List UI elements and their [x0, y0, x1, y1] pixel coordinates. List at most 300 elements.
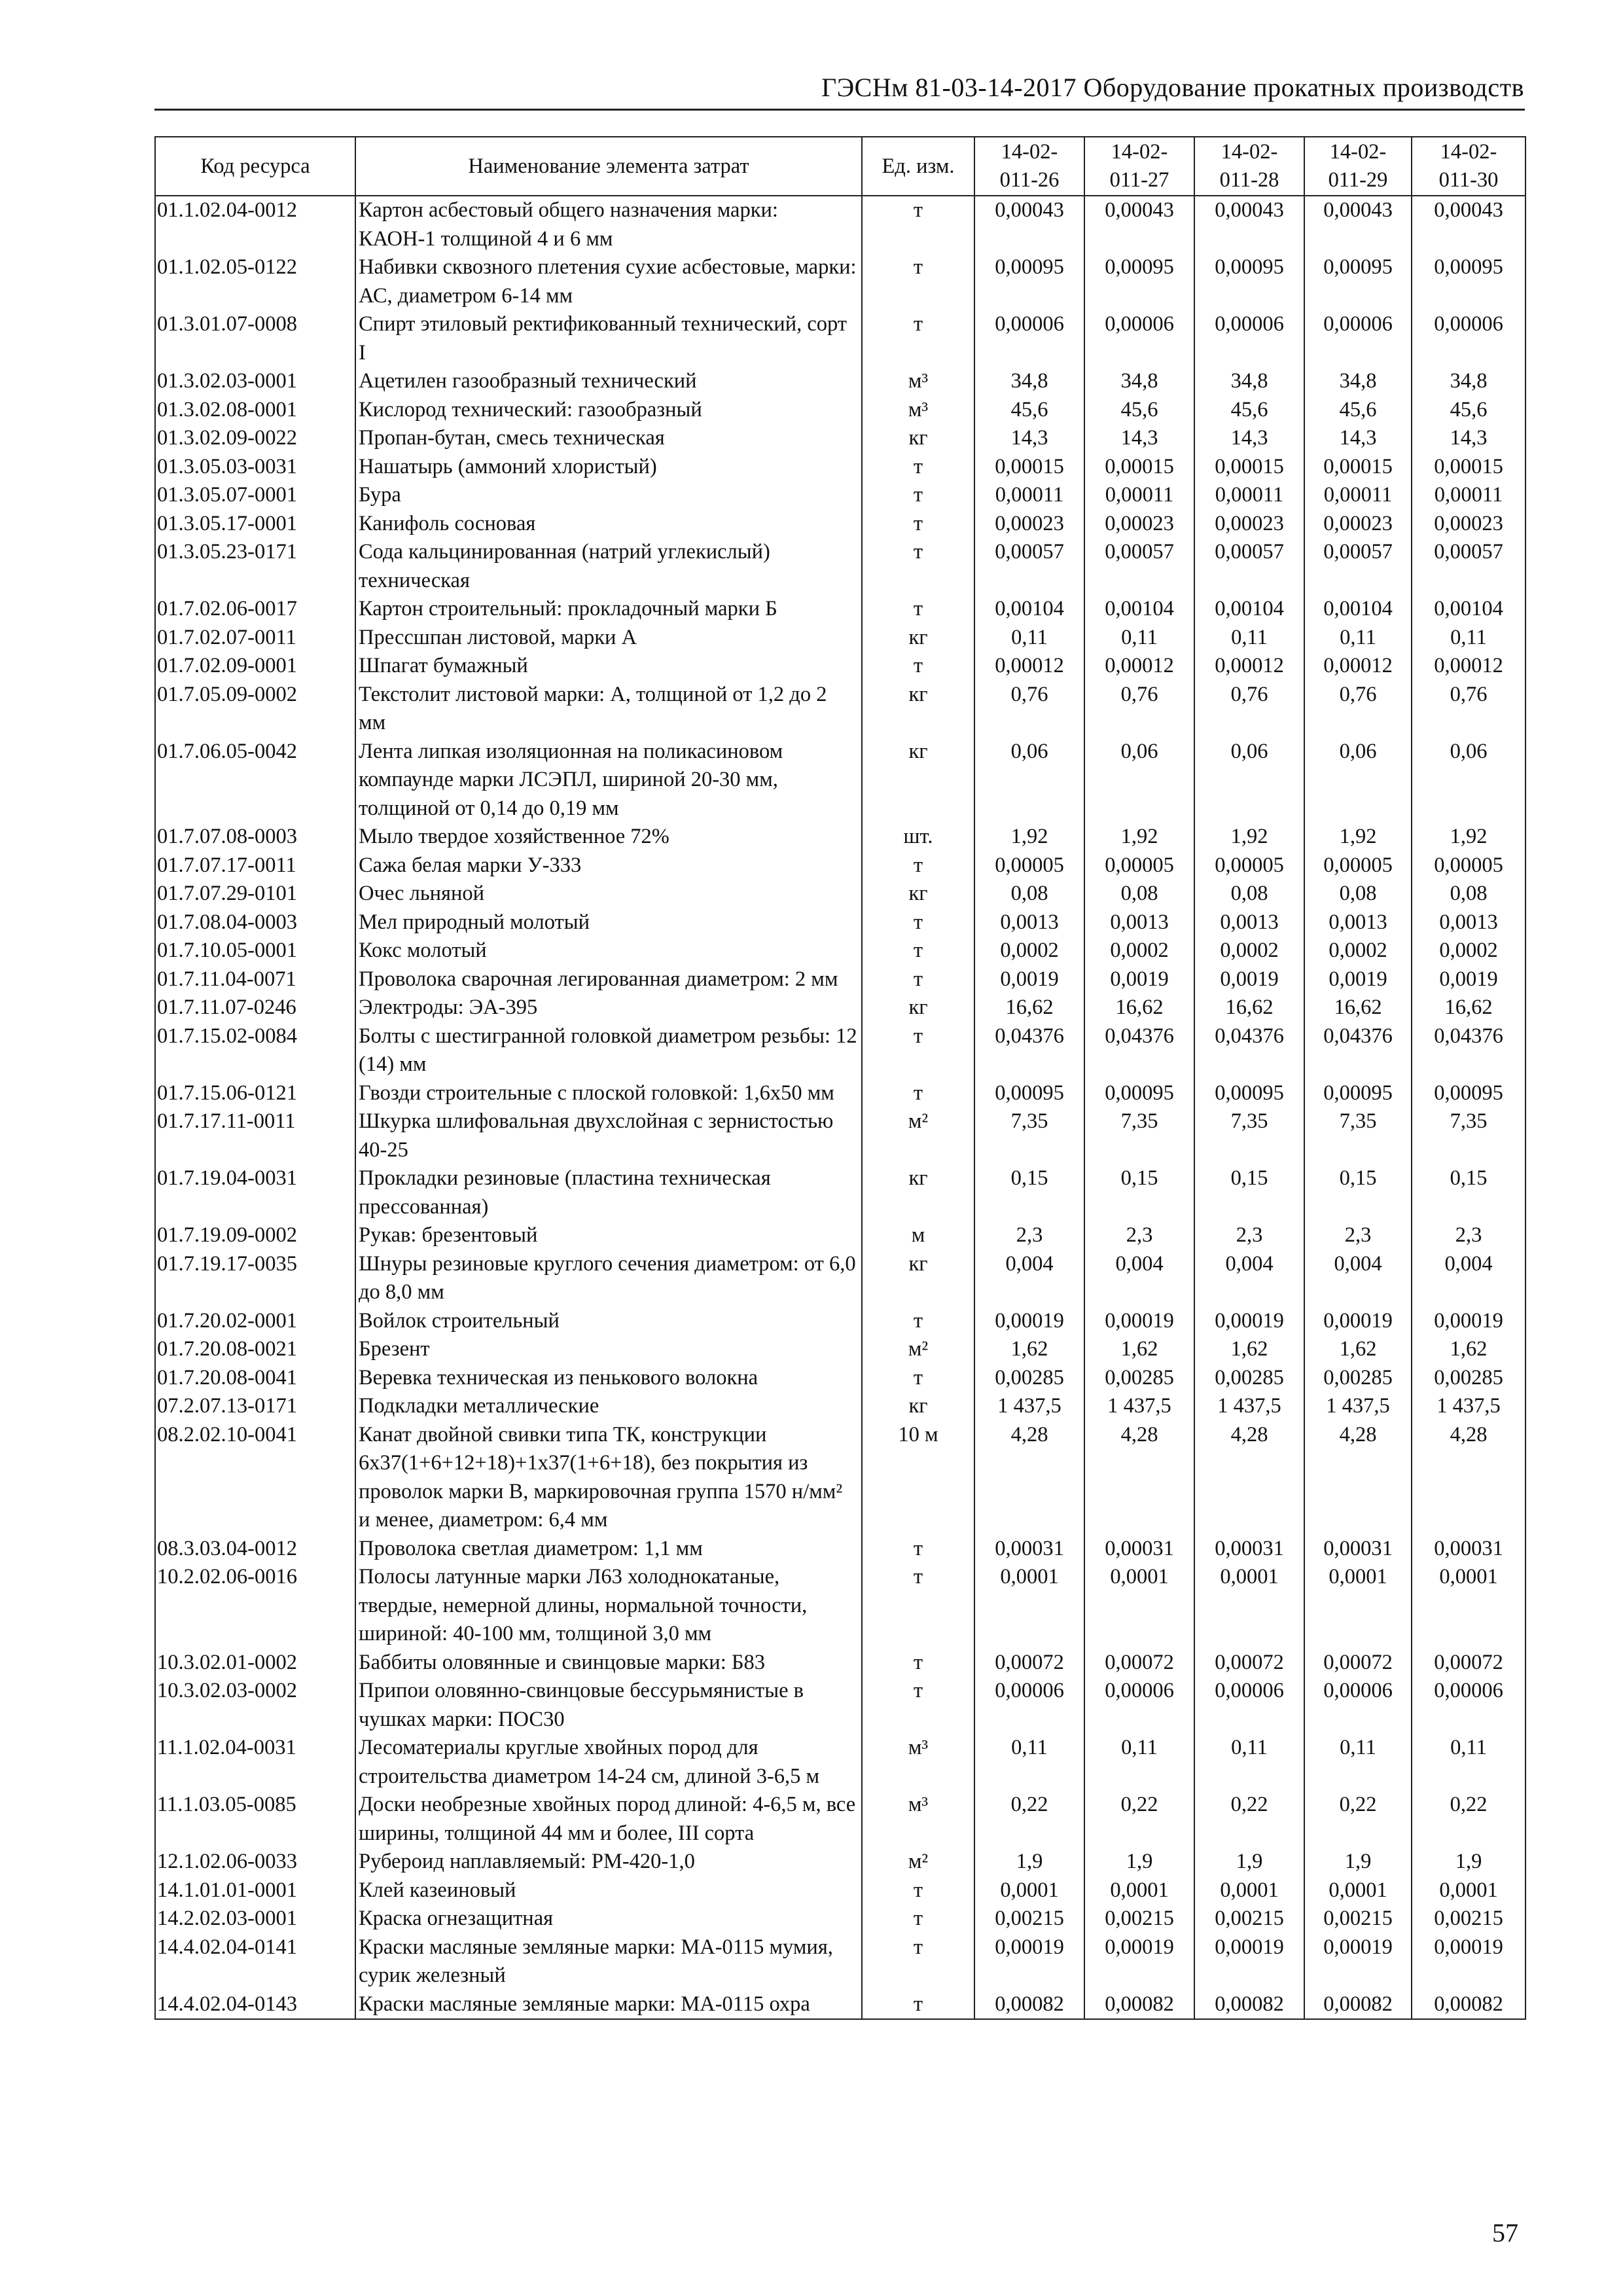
table-row [155, 1649, 1525, 1677]
resource-value: 0,00015 [1194, 453, 1304, 482]
resource-value: 45,6 [1194, 396, 1304, 425]
resource-value: 0,00031 [1412, 1535, 1525, 1564]
column-header: 14-02- 011-26 [974, 137, 1084, 196]
resource-name: Картон асбестовый общего назначения марки: КАОН-1 толщиной 4 и 6 мм [355, 196, 862, 253]
resource-name: Электроды: ЭА-395 [355, 994, 862, 1022]
resource-code: 01.3.02.08-0001 [155, 396, 355, 425]
table-row [155, 453, 1525, 482]
resource-value: 7,35 [1194, 1107, 1304, 1164]
resource-value: 0,00006 [1304, 1677, 1412, 1734]
resource-code: 08.2.02.10-0041 [155, 1421, 355, 1535]
resource-value: 0,00019 [1304, 1307, 1412, 1336]
resource-name: Очес льняной [355, 880, 862, 908]
resource-code: 11.1.02.04-0031 [155, 1734, 355, 1791]
resource-value: 0,00006 [1412, 1677, 1525, 1734]
page-number: 57 [1492, 2218, 1518, 2248]
resource-value: 0,00015 [1304, 453, 1412, 482]
resource-value: 0,00019 [1084, 1307, 1194, 1336]
resource-value: 0,0002 [1304, 937, 1412, 965]
column-header: 14-02- 011-28 [1194, 137, 1304, 196]
resource-value: 0,00043 [1412, 196, 1525, 253]
resource-value: 0,0001 [1304, 1563, 1412, 1649]
table-body [155, 196, 1525, 2019]
resource-code: 11.1.03.05-0085 [155, 1791, 355, 1848]
resource-value: 7,35 [1084, 1107, 1194, 1164]
resource-value: 45,6 [1304, 396, 1412, 425]
resource-value: 14,3 [1084, 424, 1194, 453]
resource-value: 0,00095 [1194, 253, 1304, 310]
table-row [155, 595, 1525, 624]
resource-value: 0,0001 [1412, 1876, 1525, 1905]
resource-unit: кг [862, 1392, 974, 1421]
resource-value: 1,62 [1194, 1335, 1304, 1364]
resource-value: 0,00019 [1194, 1933, 1304, 1990]
table-row [155, 1933, 1525, 1990]
resource-value: 4,28 [974, 1421, 1084, 1535]
resource-value: 0,00015 [974, 453, 1084, 482]
resource-unit: кг [862, 880, 974, 908]
resource-value: 0,00095 [974, 253, 1084, 310]
resource-value: 0,00095 [1304, 253, 1412, 310]
resource-value: 1 437,5 [1194, 1392, 1304, 1421]
resource-unit: т [862, 1990, 974, 2020]
resource-code: 01.7.11.07-0246 [155, 994, 355, 1022]
resource-value: 4,28 [1084, 1421, 1194, 1535]
column-header: Код ресурса [155, 137, 355, 196]
resource-unit: кг [862, 1164, 974, 1221]
resource-name: Мел природный молотый [355, 908, 862, 937]
resource-name: Лесоматериалы круглые хвойных пород для строительства диаметром 14-24 см, длиной 3-6,5 м [355, 1734, 862, 1791]
resource-name: Гвозди строительные с плоской головкой: 1,6х50 мм [355, 1079, 862, 1108]
resource-value: 0,00005 [1304, 852, 1412, 880]
resource-value: 0,00215 [1304, 1905, 1412, 1933]
resource-value: 0,00019 [1412, 1933, 1525, 1990]
resource-value: 0,00031 [1194, 1535, 1304, 1564]
resource-value: 0,0019 [1084, 965, 1194, 994]
table-row [155, 624, 1525, 653]
resource-unit: кг [862, 624, 974, 653]
table-row [155, 310, 1525, 367]
resource-value: 0,06 [1194, 738, 1304, 823]
resource-value: 0,00072 [1304, 1649, 1412, 1677]
resource-unit: т [862, 1933, 974, 1990]
resource-value: 0,00104 [1412, 595, 1525, 624]
resource-code: 14.4.02.04-0141 [155, 1933, 355, 1990]
resource-value: 0,00005 [1084, 852, 1194, 880]
resource-value: 1,62 [974, 1335, 1084, 1364]
resource-value: 0,11 [974, 624, 1084, 653]
resource-code: 01.7.07.17-0011 [155, 852, 355, 880]
resource-value: 0,0013 [1304, 908, 1412, 937]
resource-value: 2,3 [1412, 1221, 1525, 1250]
resource-unit: м² [862, 1335, 974, 1364]
resource-value: 0,00215 [1412, 1905, 1525, 1933]
resource-name: Набивки сквозного плетения сухие асбестовые, марки: АС, диаметром 6-14 мм [355, 253, 862, 310]
resource-value: 0,00012 [1304, 652, 1412, 681]
resource-name: Полосы латунные марки Л63 холоднокатаные, твердые, немерной длины, нормальной точности, шириной: 40-100 мм, толщиной 3,0 мм [355, 1563, 862, 1649]
resource-value: 0,00043 [1304, 196, 1412, 253]
resource-value: 0,0013 [1084, 908, 1194, 937]
table-row [155, 908, 1525, 937]
table-row [155, 1791, 1525, 1848]
resource-value: 0,11 [1412, 1734, 1525, 1791]
resource-value: 0,00072 [1412, 1649, 1525, 1677]
resource-value: 0,00082 [1084, 1990, 1194, 2020]
resource-code: 01.3.05.17-0001 [155, 510, 355, 539]
resource-unit: т [862, 595, 974, 624]
resource-name: Мыло твердое хозяйственное 72% [355, 823, 862, 852]
table-row [155, 1221, 1525, 1250]
table-row [155, 1392, 1525, 1421]
resource-name: Проволока светлая диаметром: 1,1 мм [355, 1535, 862, 1564]
resource-code: 01.7.02.09-0001 [155, 652, 355, 681]
resource-value: 16,62 [1084, 994, 1194, 1022]
resource-value: 34,8 [1084, 367, 1194, 396]
resource-value: 2,3 [1304, 1221, 1412, 1250]
resource-value: 14,3 [974, 424, 1084, 453]
resource-value: 0,15 [974, 1164, 1084, 1221]
resource-value: 0,11 [1084, 624, 1194, 653]
resource-unit: т [862, 253, 974, 310]
resource-name: Веревка техническая из пенькового волокна [355, 1364, 862, 1393]
resource-value: 0,004 [1194, 1250, 1304, 1307]
resource-value: 45,6 [1084, 396, 1194, 425]
resource-value: 0,22 [974, 1791, 1084, 1848]
resource-name: Текстолит листовой марки: А, толщиной от 1,2 до 2 мм [355, 681, 862, 738]
resource-value: 0,76 [974, 681, 1084, 738]
resource-value: 1,9 [1412, 1848, 1525, 1876]
resource-name: Шкурка шлифовальная двухслойная с зернистостью 40-25 [355, 1107, 862, 1164]
resource-value: 0,0013 [1412, 908, 1525, 937]
table-row [155, 1335, 1525, 1364]
resource-code: 01.7.17.11-0011 [155, 1107, 355, 1164]
resource-value: 14,3 [1304, 424, 1412, 453]
resource-name: Краски масляные земляные марки: МА-0115 охра [355, 1990, 862, 2020]
table-row [155, 738, 1525, 823]
resource-value: 7,35 [974, 1107, 1084, 1164]
resource-code: 01.7.15.02-0084 [155, 1022, 355, 1079]
resource-unit: м³ [862, 1791, 974, 1848]
resource-value: 0,0019 [1304, 965, 1412, 994]
resource-value: 0,00006 [1084, 310, 1194, 367]
resource-value: 0,0002 [1084, 937, 1194, 965]
resource-value: 0,0013 [974, 908, 1084, 937]
resource-value: 1,9 [1194, 1848, 1304, 1876]
table-row [155, 1734, 1525, 1791]
resource-value: 0,00072 [1084, 1649, 1194, 1677]
resource-name: Прокладки резиновые (пластина техническая прессованная) [355, 1164, 862, 1221]
resource-unit: т [862, 310, 974, 367]
resource-value: 2,3 [974, 1221, 1084, 1250]
resource-code: 01.3.01.07-0008 [155, 310, 355, 367]
resource-value: 0,22 [1412, 1791, 1525, 1848]
resource-name: Пропан-бутан, смесь техническая [355, 424, 862, 453]
resource-unit: т [862, 1364, 974, 1393]
resource-value: 0,00015 [1084, 453, 1194, 482]
resource-code: 01.7.19.04-0031 [155, 1164, 355, 1221]
resource-value: 0,00285 [1412, 1364, 1525, 1393]
resource-name: Рубероид наплавляемый: РМ-420-1,0 [355, 1848, 862, 1876]
resource-value: 0,00057 [1412, 538, 1525, 595]
resource-value: 0,00095 [1412, 1079, 1525, 1108]
resource-unit: т [862, 852, 974, 880]
resource-value: 0,00031 [974, 1535, 1084, 1564]
resource-value: 0,15 [1304, 1164, 1412, 1221]
resource-value: 16,62 [1304, 994, 1412, 1022]
resource-value: 0,00006 [974, 1677, 1084, 1734]
resource-value: 0,04376 [1194, 1022, 1304, 1079]
resource-value: 0,0002 [974, 937, 1084, 965]
resource-value: 0,0001 [1194, 1876, 1304, 1905]
table-row [155, 1079, 1525, 1108]
resource-name: Сажа белая марки У-333 [355, 852, 862, 880]
resource-value: 0,00011 [1084, 481, 1194, 510]
resource-code: 01.7.07.08-0003 [155, 823, 355, 852]
resource-value: 0,00104 [1304, 595, 1412, 624]
resource-value: 1 437,5 [1304, 1392, 1412, 1421]
resource-table [154, 136, 1526, 2020]
resource-value: 0,00043 [974, 196, 1084, 253]
resource-table-container [154, 136, 1525, 2020]
resource-value: 0,00095 [1084, 253, 1194, 310]
table-row [155, 1421, 1525, 1535]
resource-value: 14,3 [1412, 424, 1525, 453]
table-row [155, 1022, 1525, 1079]
resource-value: 0,11 [1412, 624, 1525, 653]
resource-name: Войлок строительный [355, 1307, 862, 1336]
resource-unit: т [862, 1535, 974, 1564]
resource-unit: т [862, 1307, 974, 1336]
resource-unit: т [862, 1649, 974, 1677]
resource-name: Краска огнезащитная [355, 1905, 862, 1933]
resource-value: 0,004 [1412, 1250, 1525, 1307]
table-row [155, 510, 1525, 539]
resource-value: 0,0019 [974, 965, 1084, 994]
resource-value: 4,28 [1412, 1421, 1525, 1535]
resource-value: 0,22 [1084, 1791, 1194, 1848]
resource-value: 0,11 [1194, 624, 1304, 653]
resource-code: 10.3.02.01-0002 [155, 1649, 355, 1677]
resource-value: 0,00215 [1084, 1905, 1194, 1933]
resource-value: 0,11 [1304, 1734, 1412, 1791]
resource-code: 01.3.05.03-0031 [155, 453, 355, 482]
resource-value: 0,00104 [1084, 595, 1194, 624]
header-rule [154, 109, 1525, 111]
resource-value: 0,0013 [1194, 908, 1304, 937]
resource-unit: 10 м [862, 1421, 974, 1535]
resource-name: Клей казеиновый [355, 1876, 862, 1905]
resource-code: 07.2.07.13-0171 [155, 1392, 355, 1421]
table-row [155, 1107, 1525, 1164]
resource-value: 0,08 [1412, 880, 1525, 908]
table-row [155, 681, 1525, 738]
resource-value: 0,00104 [974, 595, 1084, 624]
resource-value: 0,00005 [1194, 852, 1304, 880]
resource-unit: м² [862, 1848, 974, 1876]
resource-value: 0,00095 [974, 1079, 1084, 1108]
resource-value: 0,00019 [974, 1933, 1084, 1990]
resource-unit: т [862, 908, 974, 937]
resource-code: 01.1.02.04-0012 [155, 196, 355, 253]
resource-value: 7,35 [1304, 1107, 1412, 1164]
resource-name: Баббиты оловянные и свинцовые марки: Б83 [355, 1649, 862, 1677]
resource-value: 0,00019 [1084, 1933, 1194, 1990]
resource-name: Шпагат бумажный [355, 652, 862, 681]
resource-value: 0,00072 [1194, 1649, 1304, 1677]
resource-value: 0,00023 [1412, 510, 1525, 539]
resource-code: 01.7.06.05-0042 [155, 738, 355, 823]
resource-value: 16,62 [1412, 994, 1525, 1022]
column-header: Наименование элемента затрат [355, 137, 862, 196]
resource-value: 0,00011 [1412, 481, 1525, 510]
resource-value: 0,00011 [1194, 481, 1304, 510]
resource-value: 0,00023 [1304, 510, 1412, 539]
resource-value: 0,00043 [1194, 196, 1304, 253]
resource-name: Кислород технический: газообразный [355, 396, 862, 425]
table-row [155, 1905, 1525, 1933]
resource-code: 01.3.05.07-0001 [155, 481, 355, 510]
resource-value: 0,00082 [1412, 1990, 1525, 2020]
resource-name: Сода кальцинированная (натрий углекислый) техническая [355, 538, 862, 595]
resource-unit: кг [862, 1250, 974, 1307]
resource-code: 10.2.02.06-0016 [155, 1563, 355, 1649]
resource-value: 1,92 [974, 823, 1084, 852]
resource-value: 0,00006 [1194, 310, 1304, 367]
resource-value: 0,004 [974, 1250, 1084, 1307]
resource-value: 0,00095 [1194, 1079, 1304, 1108]
resource-value: 0,00285 [974, 1364, 1084, 1393]
resource-unit: кг [862, 994, 974, 1022]
resource-unit: т [862, 1022, 974, 1079]
resource-unit: т [862, 937, 974, 965]
resource-name: Спирт этиловый ректификованный технический, сорт I [355, 310, 862, 367]
resource-value: 0,00057 [1194, 538, 1304, 595]
resource-value: 0,004 [1304, 1250, 1412, 1307]
table-row [155, 652, 1525, 681]
table-row [155, 823, 1525, 852]
resource-value: 0,0002 [1194, 937, 1304, 965]
resource-code: 01.7.11.04-0071 [155, 965, 355, 994]
resource-value: 0,0001 [1304, 1876, 1412, 1905]
resource-name: Прессшпан листовой, марки А [355, 624, 862, 653]
table-row [155, 481, 1525, 510]
resource-value: 0,004 [1084, 1250, 1194, 1307]
resource-unit: т [862, 1677, 974, 1734]
resource-value: 1,92 [1412, 823, 1525, 852]
table-row [155, 538, 1525, 595]
column-header: 14-02- 011-29 [1304, 137, 1412, 196]
resource-value: 34,8 [1412, 367, 1525, 396]
resource-value: 0,00012 [974, 652, 1084, 681]
resource-value: 0,76 [1084, 681, 1194, 738]
resource-value: 0,00006 [1194, 1677, 1304, 1734]
resource-unit: кг [862, 738, 974, 823]
resource-value: 14,3 [1194, 424, 1304, 453]
resource-value: 0,00023 [1194, 510, 1304, 539]
resource-code: 01.3.02.09-0022 [155, 424, 355, 453]
table-row [155, 1990, 1525, 2020]
resource-unit: м [862, 1221, 974, 1250]
resource-value: 0,00072 [974, 1649, 1084, 1677]
resource-unit: м³ [862, 367, 974, 396]
resource-value: 0,00019 [1304, 1933, 1412, 1990]
resource-value: 0,00015 [1412, 453, 1525, 482]
table-row [155, 880, 1525, 908]
resource-value: 0,0001 [974, 1876, 1084, 1905]
resource-code: 01.7.07.29-0101 [155, 880, 355, 908]
resource-value: 0,00285 [1084, 1364, 1194, 1393]
resource-value: 0,00215 [974, 1905, 1084, 1933]
resource-value: 0,00082 [1194, 1990, 1304, 2020]
table-row [155, 965, 1525, 994]
resource-value: 0,00043 [1084, 196, 1194, 253]
table-row [155, 994, 1525, 1022]
resource-value: 0,00019 [1194, 1307, 1304, 1336]
resource-value: 0,00005 [974, 852, 1084, 880]
resource-name: Кокс молотый [355, 937, 862, 965]
resource-code: 01.7.10.05-0001 [155, 937, 355, 965]
resource-code: 01.7.02.06-0017 [155, 595, 355, 624]
table-row [155, 937, 1525, 965]
resource-value: 0,06 [1084, 738, 1194, 823]
resource-value: 0,00006 [1084, 1677, 1194, 1734]
resource-code: 01.1.02.05-0122 [155, 253, 355, 310]
resource-value: 0,76 [1412, 681, 1525, 738]
resource-name: Болты с шестигранной головкой диаметром резьбы: 12 (14) мм [355, 1022, 862, 1079]
resource-code: 01.7.20.02-0001 [155, 1307, 355, 1336]
resource-unit: т [862, 453, 974, 482]
resource-code: 01.7.02.07-0011 [155, 624, 355, 653]
resource-unit: т [862, 1876, 974, 1905]
table-row [155, 1848, 1525, 1876]
resource-value: 1,92 [1084, 823, 1194, 852]
resource-unit: т [862, 510, 974, 539]
resource-value: 0,00023 [974, 510, 1084, 539]
resource-name: Нашатырь (аммоний хлористый) [355, 453, 862, 482]
resource-value: 0,11 [1304, 624, 1412, 653]
resource-value: 0,00012 [1194, 652, 1304, 681]
resource-value: 45,6 [1412, 396, 1525, 425]
resource-unit: т [862, 1079, 974, 1108]
resource-value: 1,62 [1304, 1335, 1412, 1364]
table-row [155, 367, 1525, 396]
resource-value: 0,22 [1304, 1791, 1412, 1848]
resource-value: 0,00006 [974, 310, 1084, 367]
resource-value: 0,00031 [1084, 1535, 1194, 1564]
resource-value: 0,06 [974, 738, 1084, 823]
resource-value: 34,8 [1194, 367, 1304, 396]
resource-unit: кг [862, 424, 974, 453]
document-header: ГЭСНм 81-03-14-2017 Оборудование прокатных производств [821, 73, 1524, 102]
resource-value: 0,08 [1304, 880, 1412, 908]
table-row [155, 1876, 1525, 1905]
resource-value: 34,8 [1304, 367, 1412, 396]
table-row [155, 1563, 1525, 1649]
resource-value: 0,00057 [1304, 538, 1412, 595]
resource-value: 0,00019 [974, 1307, 1084, 1336]
resource-unit: т [862, 481, 974, 510]
resource-unit: м² [862, 1107, 974, 1164]
resource-value: 0,00023 [1084, 510, 1194, 539]
resource-name: Бура [355, 481, 862, 510]
resource-value: 0,22 [1194, 1791, 1304, 1848]
resource-value: 0,00006 [1304, 310, 1412, 367]
resource-code: 14.2.02.03-0001 [155, 1905, 355, 1933]
resource-value: 0,00285 [1194, 1364, 1304, 1393]
resource-name: Доски необрезные хвойных пород длиной: 4-6,5 м, все ширины, толщиной 44 мм и более, III сорта [355, 1791, 862, 1848]
resource-name: Подкладки металлические [355, 1392, 862, 1421]
table-row [155, 424, 1525, 453]
